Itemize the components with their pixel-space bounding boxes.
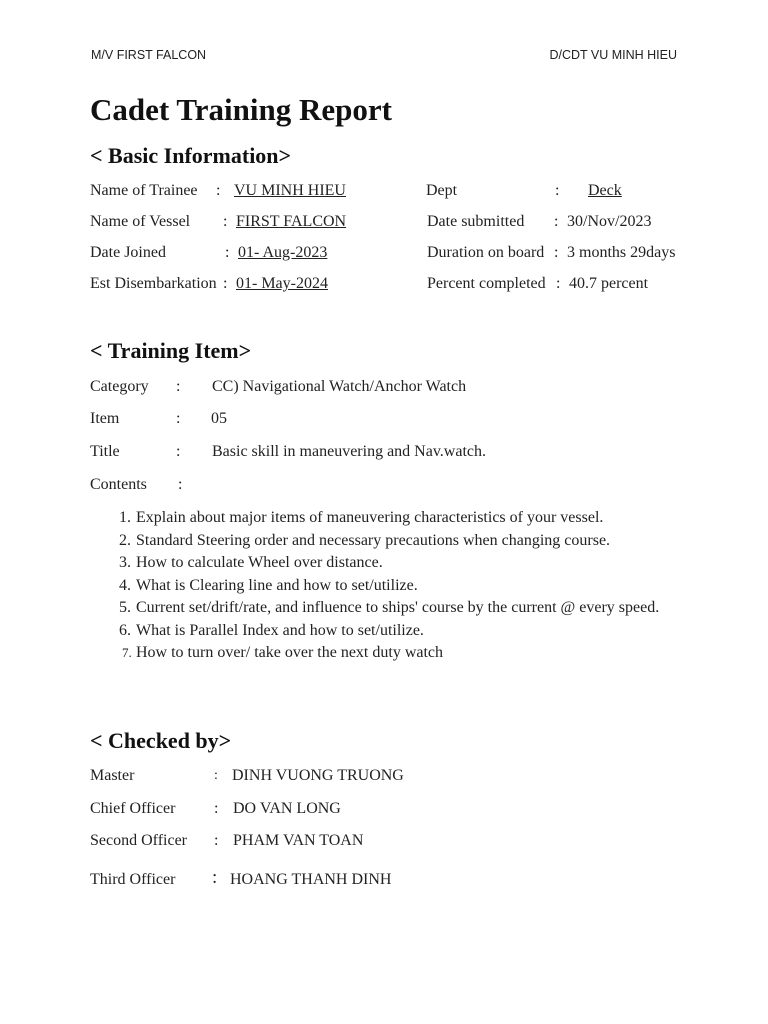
master-value: DINH VUONG TRUONG	[232, 767, 404, 784]
item-value: 05	[211, 410, 227, 427]
contents-label: Contents	[90, 476, 147, 493]
chief-officer-label: Chief Officer	[90, 800, 176, 817]
list-item: 5. Current set/drift/rate, and influence to ships' course by the current @ every speed.	[135, 597, 725, 620]
date-submitted-label: Date submitted	[427, 213, 525, 230]
master-colon: :	[214, 768, 218, 783]
second-officer-colon: :	[214, 832, 219, 849]
training-item-heading: < Training Item>	[90, 338, 252, 363]
item-label: Item	[90, 410, 120, 427]
vessel-colon: :	[223, 213, 228, 230]
duration-label: Duration on board	[427, 244, 545, 261]
third-officer-label: Third Officer	[90, 871, 176, 888]
contents-colon: :	[178, 476, 183, 493]
third-officer-value: HOANG THANH DINH	[230, 871, 392, 888]
second-officer-value: PHAM VAN TOAN	[233, 832, 364, 849]
dept-value: Deck	[588, 182, 622, 199]
date-joined-label: Date Joined	[90, 244, 166, 261]
dept-colon: :	[555, 182, 560, 199]
list-item: 4. What is Clearing line and how to set/utilize.	[135, 575, 725, 598]
trainee-value: VU MINH HIEU	[234, 182, 346, 199]
date-joined-value: 01- Aug-2023	[238, 244, 328, 261]
third-officer-colon: :	[212, 867, 218, 888]
category-colon: :	[176, 378, 181, 395]
percent-value: 40.7 percent	[569, 275, 649, 292]
title-colon: :	[176, 443, 181, 460]
duration-colon: :	[554, 244, 559, 261]
master-label: Master	[90, 767, 135, 784]
list-item: 3. How to calculate Wheel over distance.	[135, 552, 725, 575]
percent-label: Percent completed	[427, 275, 546, 292]
date-submitted-colon: :	[554, 213, 559, 230]
disembarkation-colon: :	[223, 275, 228, 292]
header-vessel: M/V FIRST FALCON	[91, 48, 207, 62]
category-label: Category	[90, 378, 149, 395]
header-cadet: D/CDT VU MINH HIEU	[549, 48, 677, 62]
trainee-label: Name of Trainee	[90, 182, 198, 199]
chief-officer-colon: :	[214, 800, 219, 817]
title-label: Title	[90, 443, 120, 460]
disembarkation-value: 01- May-2024	[236, 275, 328, 292]
report-title: Cadet Training Report	[90, 92, 392, 127]
vessel-label: Name of Vessel	[90, 213, 191, 230]
item-colon: :	[176, 410, 181, 427]
trainee-colon: :	[216, 182, 221, 199]
basic-info-heading: < Basic Information>	[90, 143, 292, 168]
date-joined-colon: :	[225, 244, 230, 261]
disembarkation-label: Est Disembarkation	[90, 275, 217, 292]
title-value: Basic skill in maneuvering and Nav.watch.	[212, 443, 486, 460]
second-officer-label: Second Officer	[90, 832, 187, 849]
list-item: 7. How to turn over/ take over the next duty watch	[135, 642, 725, 665]
percent-colon: :	[556, 275, 561, 292]
chief-officer-value: DO VAN LONG	[233, 800, 341, 817]
duration-value: 3 months 29days	[567, 244, 676, 261]
checked-by-heading: < Checked by>	[90, 728, 232, 753]
dept-label: Dept	[426, 182, 458, 199]
list-item: 6. What is Parallel Index and how to set/utilize.	[135, 620, 725, 643]
vessel-value: FIRST FALCON	[236, 213, 347, 230]
list-item: 1. Explain about major items of maneuvering characteristics of your vessel.	[135, 507, 725, 530]
list-item: 2. Standard Steering order and necessary precautions when changing course.	[135, 530, 725, 553]
date-submitted-value: 30/Nov/2023	[567, 213, 652, 230]
category-value: CC) Navigational Watch/Anchor Watch	[212, 378, 467, 395]
contents-list	[90, 507, 725, 665]
